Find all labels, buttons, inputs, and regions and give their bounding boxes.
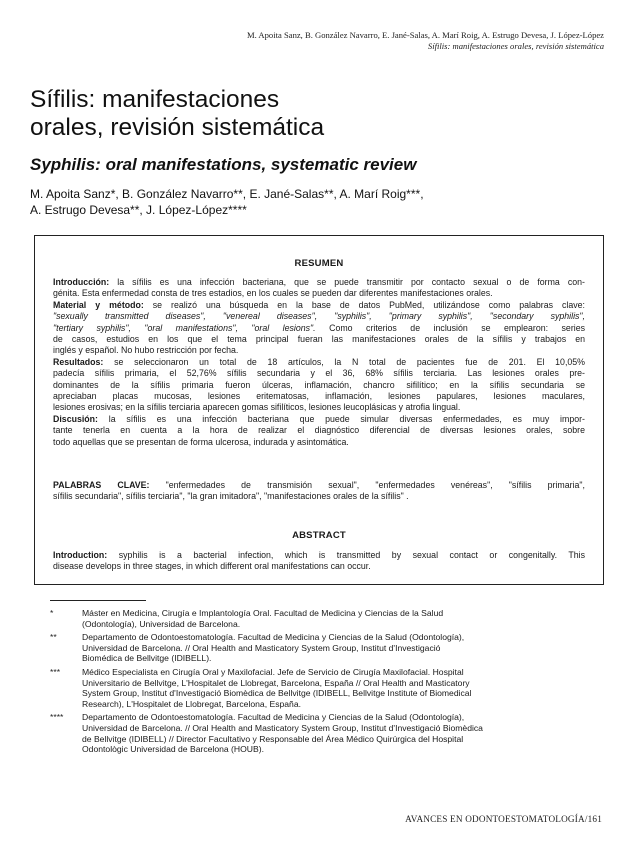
resultados-text: apreciaban placas mucosas, lesiones eritematosas, inflamación, lesiones papulares, lesiones maculares, [53, 390, 585, 401]
abstract-introduction-label: Introduction: [53, 550, 108, 560]
running-head [44, 30, 604, 52]
resultados-text: padecía sífilis primaria, el 52,76% sífilis secundaria y el 36, 68% sífilis terciaria. Las lesiones orales pre- [53, 368, 585, 379]
abstract-introduction-text: disease develops in three stages, in which different oral manifestations can occur. [53, 561, 371, 572]
article-title [30, 86, 590, 142]
footnote-text: Departamento de Odontoestomatología. Facultad de Medicina y Ciencias de la Salud (Odontología), [82, 632, 465, 643]
footnote-rule [50, 600, 146, 601]
running-head-authors: M. Apoita Sanz, B. González Navarro, E. Jané-Salas, A. Marí Roig, A. Estrugo Devesa, J. López-López [246, 30, 604, 40]
footnote-text: Universidad de Barcelona. // Oral Health and Masticatory System Group, Institut d'Investigació Biomèdica [82, 722, 483, 733]
palabras-clave-text: "enfermedades de transmisión sexual", "enfermedades venéreas", "sífilis primaria", [149, 480, 585, 490]
metodo-text: inglés y español. No hubo restricción por fecha. [53, 345, 239, 356]
metodo-keywords: "tertiary syphilis", "oral manifestations", "oral lesions". [53, 322, 316, 333]
abstract-box [34, 235, 604, 585]
metodo-keywords: "sexually transmitted diseases", "venereal diseases", "syphilis", "primary syphilis", "secondary syphilis", [53, 311, 585, 322]
resultados-text: lesiones erosivas; en la sífilis terciaria aparecen gomas sifilíticos, lesiones leucoplásicas y atrofia lingual. [53, 402, 461, 413]
running-head-short-title: Sífilis: manifestaciones orales, revisión sistemática [427, 41, 604, 51]
footnotes [50, 608, 610, 758]
footnote-text: Médico Especialista en Cirugía Oral y Maxilofacial. Jefe de Servicio de Cirugía Maxilofacial. Hospital [82, 666, 464, 677]
metodo-label: Material y método: [53, 300, 144, 310]
resumen-heading: RESUMEN [294, 258, 344, 269]
resultados-text: se seleccionaron un total de 18 artículos, la N total de pacientes fue de 201. El 10,05% [103, 357, 585, 367]
footnote-mark: *** [50, 666, 61, 677]
footnote-text: de Bellvitge (IDIBELL) // Director Facultativo y Responsable del Área Médico Quirúrgica del Hospital [82, 733, 464, 744]
footnote-text: Máster en Medicina, Cirugía e Implantología Oral. Facultad de Medicina y Ciencias de la Salud [82, 608, 444, 618]
discusion-text: tante tenerla en cuenta a la hora de realizar el diagnóstico diferencial de diversas lesiones orales, sobre [53, 425, 585, 436]
resumen-introduccion [53, 277, 585, 300]
author-line: A. Estrugo Devesa**, J. López-López**** [30, 203, 247, 217]
footnote-text: Odontològic Universidad de Barcelona (HOUB). [82, 744, 264, 755]
palabras-clave [53, 480, 585, 503]
resumen-metodo [53, 300, 585, 356]
article-subtitle: Syphilis: oral manifestations, systematic review [30, 155, 417, 174]
footnote-text: Biomédica de Bellvitge (IDIBELL). [82, 653, 212, 664]
article-title-line: Sífilis: manifestaciones [30, 86, 280, 113]
footnote-text: Universidad de Barcelona. // Oral Health and Masticatory System Group, Institut d'Investigació [82, 642, 441, 653]
footnote-text: Research), L'Hospitalet de Llobregat, Barcelona, España. [82, 698, 302, 709]
footnote-text: System Group, Institut d'Investigació Biomèdica de Bellvitge (IDIBELL, Bellvitge Institute of Biomedical [82, 688, 472, 699]
abstract-introduction-text: syphilis is a bacterial infection, which is transmitted by sexual contact or congenitally. This [107, 550, 585, 560]
palabras-clave-text: sífilis secundaria", sífilis terciaria", "la gran imitadora", "manifestaciones orales de la sífilis" . [53, 491, 409, 502]
footnote [50, 712, 610, 754]
footnote-text: Departamento de Odontoestomatología. Facultad de Medicina y Ciencias de la Salud (Odontología), [82, 712, 465, 723]
resultados-text: dominantes de la sífilis primaria fueron úlceras, inflamación, chancro sifilítico; en la sífilis secundaria se [53, 379, 585, 390]
footnote-text: (Odontología), Universidad de Barcelona. [82, 618, 241, 629]
metodo-text: de casos, estudios en los que el tema principal fueran las manifestaciones orales de la sífilis y trabajos en [53, 333, 585, 344]
introduccion-text: la sífilis es una infección bacteriana, que se puede transmitir por contacto sexual o de forma con- [109, 277, 585, 287]
footnote-text: Universitario de Bellvitge, L'Hospitalet de Llobregat, Barcelona, España // Oral Health and Masticatory [82, 677, 470, 688]
metodo-text: se realizó una búsqueda en la base de datos PubMed, utilizándose como palabras clave: [143, 300, 585, 310]
footnote-mark: ** [50, 632, 57, 643]
abstract-introduction [53, 550, 585, 573]
author-line: M. Apoita Sanz*, B. González Navarro**, E. Jané-Salas**, A. Marí Roig***, [30, 187, 424, 201]
author-list [30, 186, 610, 218]
page-footer: AVANCES EN ODONTOESTOMATOLOGÍA/161 [405, 814, 602, 824]
introduccion-label: Introducción: [53, 277, 110, 287]
footnote-mark: * [50, 608, 54, 618]
metodo-text: Como criterios de inclusión se emplearon: series [315, 322, 585, 333]
footnote-mark: **** [50, 712, 64, 723]
abstract-heading: ABSTRACT [292, 530, 346, 541]
introduccion-text: génita. Esta enfermedad consta de tres estadios, en los cuales se pueden dar diferentes manifestaciones orales. [53, 288, 493, 299]
footnote [50, 667, 610, 709]
footnote [50, 608, 610, 629]
discusion-text: la sífilis es una infección bacteriana que puede simular diversas enfermedades, es muy impor- [97, 414, 585, 424]
discusion-label: Discusión: [53, 414, 98, 424]
resumen-resultados [53, 357, 585, 413]
footnote [50, 632, 610, 664]
palabras-clave-label: PALABRAS CLAVE: [53, 480, 150, 490]
article-title-line: orales, revisión sistemática [30, 114, 325, 141]
resumen-discusion [53, 414, 585, 448]
resultados-label: Resultados: [53, 357, 104, 367]
discusion-text: todo aquellas que se presentan de forma ulcerosa, indurada y asintomática. [53, 436, 349, 447]
